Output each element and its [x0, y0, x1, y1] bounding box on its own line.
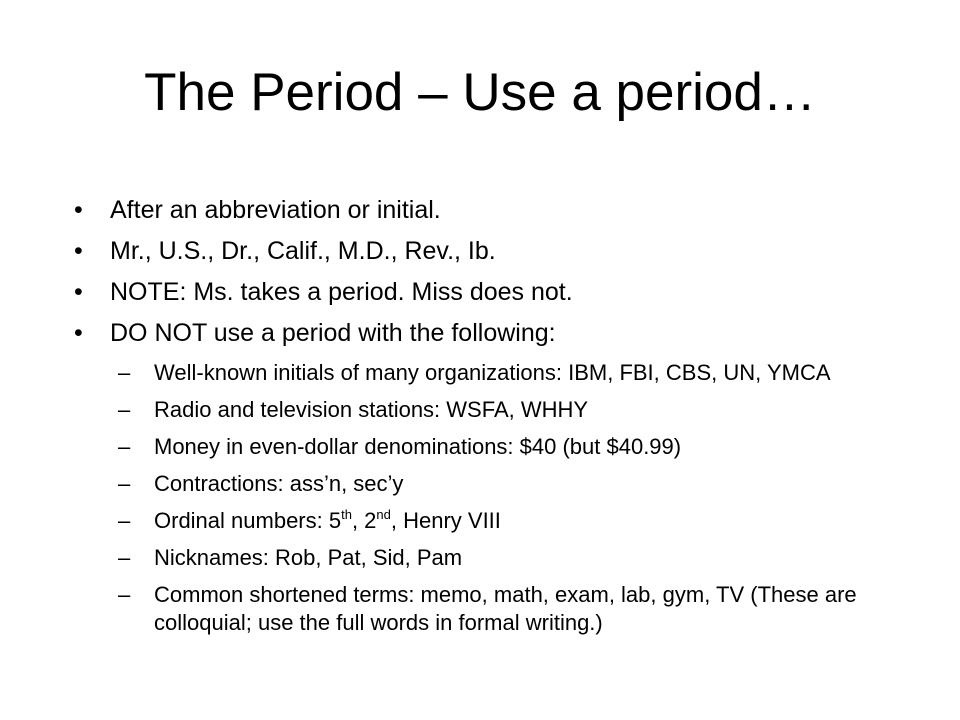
- bullet-text: Mr., U.S., Dr., Calif., M.D., Rev., Ib.: [110, 237, 496, 265]
- sub-bullet-item: [74, 581, 934, 637]
- sub-bullet-marker: –: [118, 471, 131, 496]
- bullet-item: [74, 319, 934, 347]
- sub-bullet-item: [74, 359, 934, 387]
- bullet-text: NOTE: Ms. takes a period. Miss does not.: [110, 278, 573, 306]
- sub-bullet-marker: –: [118, 360, 131, 385]
- bullet-item: [74, 196, 934, 224]
- ordinal-suffix-th: th: [341, 507, 352, 522]
- sub-bullet-marker: –: [118, 434, 131, 459]
- bullet-marker: •: [74, 278, 83, 306]
- bullet-text: DO NOT use a period with the following:: [110, 319, 556, 347]
- bullet-list: [74, 196, 934, 646]
- bullet-marker: •: [74, 196, 83, 224]
- sub-bullet-text: [154, 508, 501, 533]
- bullet-text: After an abbreviation or initial.: [110, 196, 441, 224]
- sub-bullet-item: [74, 396, 934, 424]
- sub-bullet-list: [74, 359, 934, 637]
- slide-title: The Period – Use a period…: [144, 63, 816, 122]
- sub-bullet-marker: –: [118, 508, 131, 533]
- sub-bullet-item: [74, 433, 934, 461]
- bullet-item: [74, 237, 934, 265]
- ordinal-mid: , 2: [351, 508, 377, 533]
- sub-bullet-marker: –: [118, 545, 131, 570]
- bullet-marker: •: [74, 237, 83, 265]
- sub-bullet-item: [74, 544, 934, 572]
- ordinal-suffix-nd: nd: [376, 507, 391, 522]
- bullet-marker: •: [74, 319, 83, 347]
- sub-bullet-marker: –: [118, 397, 131, 422]
- sub-bullet-text: Common shortened terms: memo, math, exam, lab, gym, TV (These are colloquial; use the full words in formal writing.): [154, 582, 857, 635]
- sub-bullet-text: Nicknames: Rob, Pat, Sid, Pam: [154, 545, 463, 570]
- sub-bullet-text: Money in even-dollar denominations: $40 (but $40.99): [154, 434, 682, 459]
- ordinal-suffix: , Henry VIII: [390, 508, 501, 533]
- sub-bullet-item: [74, 507, 934, 535]
- sub-bullet-text: Contractions: ass’n, sec’y: [154, 471, 404, 496]
- bullet-item: [74, 278, 934, 306]
- sub-bullet-text: Well-known initials of many organizations: IBM, FBI, CBS, UN, YMCA: [154, 360, 831, 385]
- sub-bullet-item: [74, 470, 934, 498]
- sub-bullet-text: Radio and television stations: WSFA, WHHY: [154, 397, 589, 422]
- sub-bullet-marker: –: [118, 582, 131, 607]
- ordinal-prefix: Ordinal numbers: 5: [154, 508, 342, 533]
